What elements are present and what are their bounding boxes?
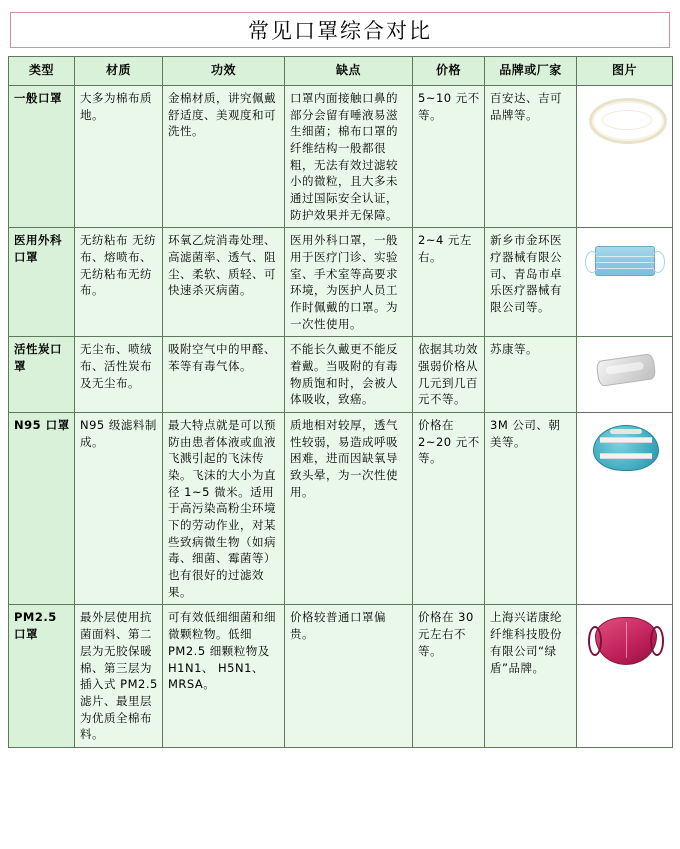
cell-brand: 上海兴诺康纶纤维科技股份有限公司“绿盾”品牌。 — [485, 605, 577, 747]
cell-image — [577, 86, 673, 228]
cell-image — [577, 413, 673, 605]
cell-image — [577, 337, 673, 413]
table-header-row — [9, 57, 673, 86]
mask-comparison-table — [8, 56, 673, 748]
table-row — [9, 413, 673, 605]
cell-effect: 可有效低细细菌和细微颗粒物。低细PM2.5 细颗粒物及 H1N1、 H5N1、MRSA。 — [163, 605, 285, 747]
table-row — [9, 228, 673, 337]
cotton-mask-icon — [583, 90, 667, 146]
cell-effect: 金棉材质，讲究佩戴舒适度、美观度和可洗性。 — [163, 86, 285, 228]
cell-brand: 苏康等。 — [485, 337, 577, 413]
cell-material: 大多为棉布质地。 — [75, 86, 163, 228]
cell-effect: 环氧乙烷消毒处理、高滤菌率、透气、阻尘、柔软、质轻、可快速杀灭病菌。 — [163, 228, 285, 337]
column-header-effect: 功效 — [163, 57, 285, 86]
column-header-drawback: 缺点 — [285, 57, 413, 86]
cell-effect: 吸附空气中的甲醛、苯等有毒气体。 — [163, 337, 285, 413]
cell-type: N95 口罩 — [9, 413, 75, 605]
cell-price: 2~4 元左右。 — [413, 228, 485, 337]
cell-type: PM2.5 口罩 — [9, 605, 75, 747]
cell-price: 价格在 30 元左右不等。 — [413, 605, 485, 747]
page-title: 常见口罩综合对比 — [248, 19, 432, 43]
cell-brand: 3M 公司、朝美等。 — [485, 413, 577, 605]
table-row — [9, 337, 673, 413]
cell-price: 依据其功效强弱价格从几元到几百元不等。 — [413, 337, 485, 413]
pm25-mask-icon — [583, 609, 667, 673]
cell-drawback: 不能长久戴更不能反着戴。当吸附的有毒物质饱和时，会被人体吸收，致癌。 — [285, 337, 413, 413]
cell-drawback: 价格较普通口罩偏贵。 — [285, 605, 413, 747]
cell-price: 价格在 2~20 元不等。 — [413, 413, 485, 605]
document-title-box — [10, 12, 670, 48]
cell-image — [577, 605, 673, 747]
cell-brand: 新乡市金环医疗器械有限公司、青岛市卓乐医疗器械有限公司等。 — [485, 228, 577, 337]
column-header-brand: 品牌或厂家 — [485, 57, 577, 86]
cell-type: 一般口罩 — [9, 86, 75, 228]
surgical-mask-icon — [583, 232, 667, 288]
carbon-mask-icon — [583, 341, 667, 397]
cell-price: 5~10 元不等。 — [413, 86, 485, 228]
column-header-image: 图片 — [577, 57, 673, 86]
cell-drawback: 质地相对较厚，透气性较弱，易造成呼吸困难，进而因缺氧导致头晕，为一次性使用。 — [285, 413, 413, 605]
cell-material: 无纺粘布 无纺布、熔喷布、无纺粘布无纺布。 — [75, 228, 163, 337]
cell-image — [577, 228, 673, 337]
table-row — [9, 605, 673, 747]
cell-type: 活性炭口罩 — [9, 337, 75, 413]
cell-drawback: 口罩内面接触口鼻的部分会留有唾液易滋生细菌；棉布口罩的纤维结构一般都很粗，无法有效过滤较小的微粒，且大多未通过国际安全认证，防护效果并无保障。 — [285, 86, 413, 228]
cell-brand: 百安达、吉可品牌等。 — [485, 86, 577, 228]
column-header-type: 类型 — [9, 57, 75, 86]
column-header-material: 材质 — [75, 57, 163, 86]
column-header-price: 价格 — [413, 57, 485, 86]
cell-drawback: 医用外科口罩，一般用于医疗门诊、实验室、手术室等高要求环境，为医护人员工作时佩戴的口罩。为一次性使用。 — [285, 228, 413, 337]
cell-material: N95 级滤料制成。 — [75, 413, 163, 605]
cell-type: 医用外科口罩 — [9, 228, 75, 337]
cell-material: 无尘布、喷绒布、活性炭布及无尘布。 — [75, 337, 163, 413]
cell-material: 最外层使用抗菌面料、第二层为无胶保暖棉、第三层为插入式 PM2.5 滤片、最里层为优质全棉布料。 — [75, 605, 163, 747]
table-row — [9, 86, 673, 228]
cell-effect: 最大特点就是可以预防由患者体液或血液飞溅引起的飞沫传染。飞沫的大小为直径 1~5 微米。适用于高污染高粉尘环境下的劳动作业，对某些致病微生物（如病毒、细菌、霉菌等）也有很好的过滤效果。 — [163, 413, 285, 605]
n95-mask-icon — [583, 417, 667, 481]
